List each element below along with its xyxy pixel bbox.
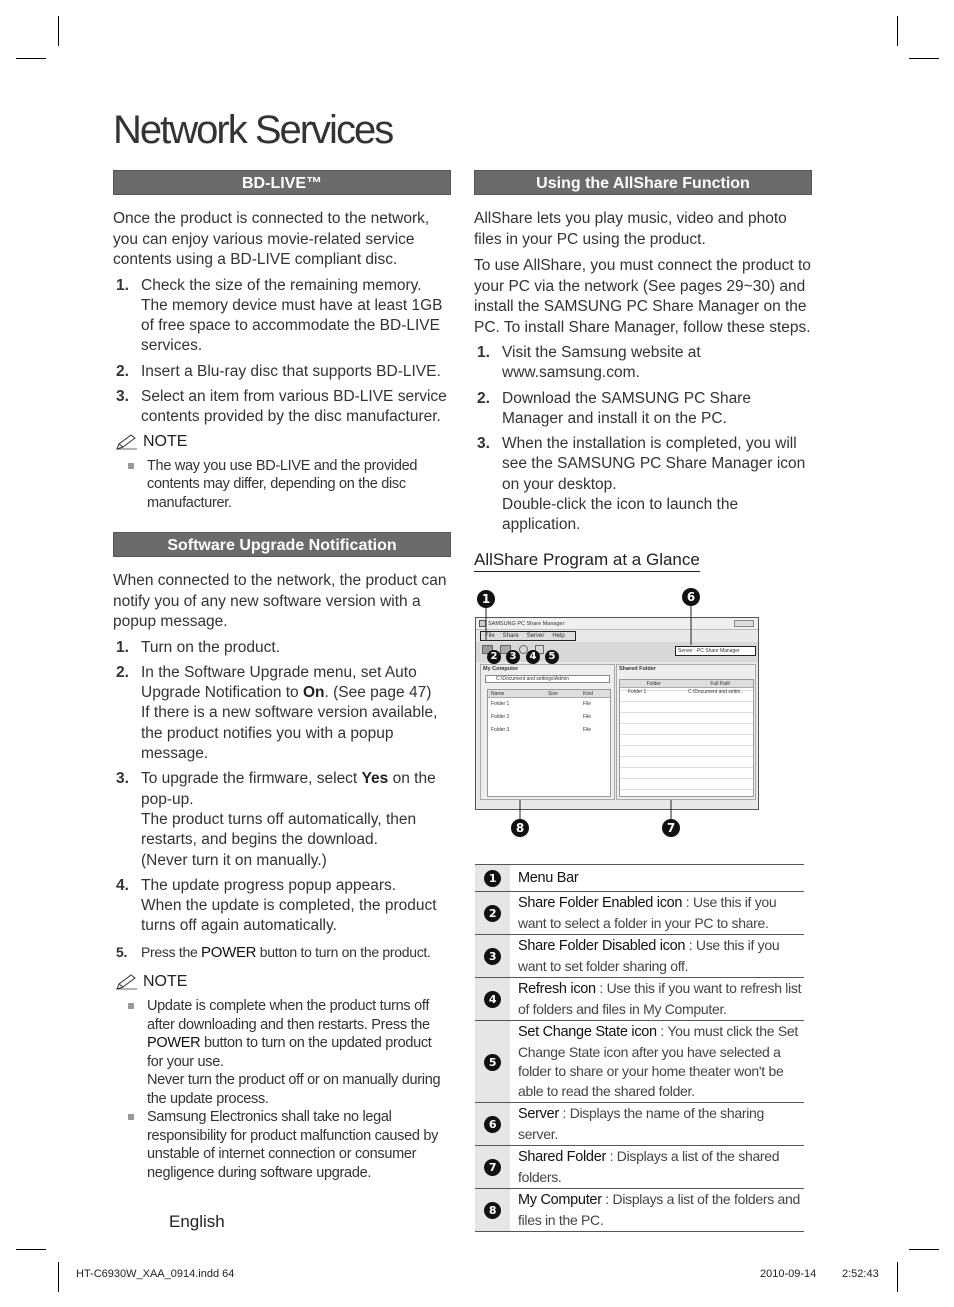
callout-6: 6: [682, 588, 700, 606]
table-row: 1 Menu Bar: [475, 865, 804, 892]
crop-mark: [897, 1262, 898, 1292]
upgrade-notes: [113, 997, 451, 1182]
note-item: The way you use BD-LIVE and the provided contents may differ, depending on the disc manufacturer.: [113, 457, 451, 513]
menu-file[interactable]: File: [485, 633, 495, 639]
table-row[interactable]: Folder 1 File: [491, 701, 592, 707]
crop-mark: [897, 16, 898, 46]
footer-time: 2:52:43: [842, 1268, 879, 1280]
callout-3: 3: [506, 650, 520, 664]
callout-8: 8: [511, 819, 529, 837]
glance-heading: AllShare Program at a Glance: [474, 550, 700, 572]
bdlive-notes: [113, 457, 451, 513]
pencil-icon: [115, 433, 139, 451]
shared-folder-title: Shared Folder: [619, 666, 656, 672]
step-item: 3. To upgrade the firmware, select Yes on the pop-up. The product turns off automatically, then restarts, and begins the download. (Never turn it on manually.): [116, 770, 436, 869]
menu-share[interactable]: Share: [502, 633, 519, 639]
step-item: 1. Turn on the product.: [116, 638, 281, 656]
step-item: 3. When the installation is completed, you will see the SAMSUNG PC Share Manager icon on your desktop. Double-click the icon to launch the application.: [477, 435, 806, 534]
my-computer-title: My Computer: [483, 666, 519, 672]
table-row: 8 My Computer : Displays a list of the folders and files in the PC.: [475, 1189, 804, 1232]
pencil-icon: [115, 973, 139, 991]
footer-date: 2010-09-14: [760, 1268, 817, 1280]
right-column: [474, 170, 812, 572]
step-item: 2. In the Software Upgrade menu, set Auto Upgrade Notification to On. (See page 47) If there is a new software version available, the product notifies you with a popup message.: [116, 663, 438, 763]
server-select[interactable]: Server : PC Share Manager: [675, 646, 756, 656]
step-item: 1. Visit the Samsung website at www.samsung.com.: [477, 344, 701, 382]
table-row: 2 Share Folder Enabled icon : Use this if you want to select a folder in your PC to share.: [475, 892, 804, 935]
window-title: SAMSUNG PC Share Manager: [488, 621, 565, 627]
allshare-intro-2: To use AllShare, you must connect the product to your PC via the network (See pages 29~30) and install the SAMSUNG PC Share Manager on the PC. To install Share Manager, follow these steps.: [474, 257, 811, 336]
table-row: 6 Server : Displays the name of the sharing server.: [475, 1103, 804, 1146]
bdlive-steps: [113, 276, 451, 428]
table-row[interactable]: Folder 3 File: [491, 727, 592, 733]
note-item: Update is complete when the product turns off after downloading and then restarts. Press the POWER button to turn on the updated product for your use. Never turn the product off or on manually during the update process.: [113, 997, 451, 1108]
step-item: 1. Check the size of the remaining memory. The memory device must have at least 1GB of free space to accommodate the BD-LIVE services.: [116, 276, 443, 355]
callout-1: 1: [477, 590, 495, 608]
crop-mark: [16, 1249, 46, 1250]
crop-mark: [58, 16, 59, 46]
upgrade-intro: When connected to the network, the product can notify you of any new software version with a popup message.: [113, 572, 447, 631]
step-item: 3. Select an item from various BD-LIVE service contents provided by the disc manufacturer.: [116, 387, 447, 426]
footer-file-slug: HT-C6930W_XAA_0914.indd 64: [76, 1268, 235, 1280]
table-row: 3 Share Folder Disabled icon : Use this if you want to set folder sharing off.: [475, 935, 804, 978]
step-item: 4. The update progress popup appears. When the update is completed, the product turns off again automatically.: [116, 876, 437, 935]
step-item: 2. Download the SAMSUNG PC Share Manager and install it on the PC.: [477, 389, 751, 427]
menu-server[interactable]: Server: [526, 633, 545, 639]
table-row[interactable]: Folder 1 C:\Document and settin..: [628, 689, 744, 695]
crop-mark: [909, 1249, 939, 1250]
path-select[interactable]: C:\Document and settings\Admin: [485, 675, 610, 683]
crop-mark: [909, 58, 939, 59]
note-heading: NOTE: [115, 973, 451, 991]
page-title: Network Services: [113, 108, 393, 152]
table-row[interactable]: Folder 2 File: [491, 714, 592, 720]
file-list: Name Size Kind Folder 1 File Folder 2 File Folder 3 File: [487, 689, 611, 797]
table-row: 4 Refresh icon : Use this if you want to refresh list of folders and files in My Computer.: [475, 978, 804, 1021]
crop-mark: [58, 1262, 59, 1292]
upgrade-heading: Software Upgrade Notification: [113, 532, 451, 557]
table-row: 7 Shared Folder : Displays a list of the shared folders.: [475, 1146, 804, 1189]
shared-folder-list: Folder Full Path Folder 1 C:\Document and settin..: [619, 679, 754, 797]
step-item: 2. Insert a Blu-ray disc that supports BD-LIVE.: [116, 362, 441, 380]
bdlive-intro: Once the product is connected to the network, you can enjoy various movie-related service contents using a BD-LIVE compliant disc.: [113, 210, 430, 268]
callout-5: 5: [545, 650, 559, 664]
bdlive-heading: BD-LIVE™: [113, 170, 451, 195]
menu-help[interactable]: Help: [552, 633, 565, 639]
allshare-steps: [474, 343, 812, 536]
note-heading: NOTE: [115, 433, 451, 451]
callout-2: 2: [487, 650, 501, 664]
step-item: 5. Press the POWER button to turn on the product.: [116, 943, 431, 961]
note-item: Samsung Electronics shall take no legal responsibility for product malfunction caused by unstable of internet connection or consumer negligence during software upgrade.: [113, 1108, 451, 1182]
callout-legend-table: [475, 864, 804, 1232]
allshare-heading: Using the AllShare Function: [474, 170, 812, 195]
allshare-intro-1: AllShare lets you play music, video and photo files in your PC using the product.: [474, 210, 787, 248]
table-row: 5 Set Change State icon : You must click the Set Change State icon after you have selected a folder to share or your home theater won't be able to read the shared folder.: [475, 1021, 804, 1103]
callout-4: 4: [526, 650, 540, 664]
upgrade-steps: [113, 638, 451, 963]
footer-language: English: [169, 1212, 225, 1231]
callout-leaders: [470, 590, 770, 840]
crop-mark: [16, 58, 46, 59]
left-column: [113, 170, 451, 1182]
callout-7: 7: [662, 819, 680, 837]
